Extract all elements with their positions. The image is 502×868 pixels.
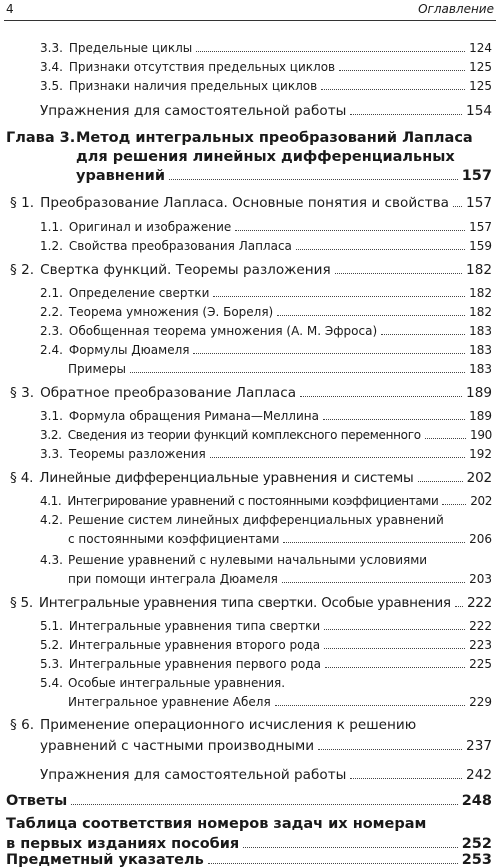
entry-page: 229 <box>469 695 492 709</box>
dot-leader <box>296 249 465 250</box>
dot-leader <box>193 353 465 354</box>
entry-title: Интегрирование уравнений с постоянными коэффициентами <box>67 494 439 508</box>
entry-number: 2.4. <box>40 343 63 357</box>
entry-page: 182 <box>469 305 492 319</box>
entry-number: 3.3. <box>40 41 63 55</box>
entry-page: 189 <box>466 385 492 401</box>
entry-title: Предельные циклы <box>68 41 193 55</box>
entry-page: 190 <box>469 428 492 442</box>
entry-number: 3.3. <box>40 447 63 461</box>
entry-number: 4.2. <box>40 513 63 527</box>
entry-title-cont: при помощи интеграла Дюамеля <box>68 572 278 586</box>
entry-number: § 4. <box>10 470 34 486</box>
entry-number: § 1. <box>10 195 35 211</box>
entry-page: 157 <box>466 195 492 211</box>
entry-page: 253 <box>461 852 492 868</box>
entry-number: 1.2. <box>40 239 63 253</box>
entry-number: 4.1. <box>40 494 62 508</box>
entry-page: 222 <box>466 595 492 611</box>
entry-page: 189 <box>469 409 492 423</box>
entry-number: 5.2. <box>40 638 63 652</box>
dot-leader <box>325 667 465 668</box>
entry-number: § 2. <box>10 262 35 278</box>
entry-page: 183 <box>469 343 492 357</box>
entry-title: Интегральные уравнения второго рода <box>68 638 321 652</box>
chapter-title-line-3: уравнений <box>76 168 165 184</box>
dot-leader <box>318 749 462 750</box>
dot-leader <box>323 419 465 420</box>
entry-page: 252 <box>461 836 492 852</box>
entry-number: 2.1. <box>40 286 63 300</box>
entry-title: Примеры <box>68 362 126 376</box>
entry-page: 183 <box>469 324 492 338</box>
entry-title: Теорема умножения (Э. Бореля) <box>68 305 274 319</box>
entry-title: Особые интегральные уравнения. <box>68 676 286 690</box>
entry-title: Решение уравнений с нулевыми начальными условиями <box>68 553 428 567</box>
entry-page: 124 <box>469 41 492 55</box>
entry-number: 3.2. <box>40 428 62 442</box>
chapter-number: Глава 3. <box>6 130 76 146</box>
entry-page: 192 <box>469 447 492 461</box>
entry-title-cont: уравнений с частными производными <box>40 738 315 754</box>
entry-page: 202 <box>470 494 492 508</box>
entry-title: Формула обращения Римана—Меллина <box>68 409 319 423</box>
entry-title: Интегральные уравнения типа свертки <box>68 619 321 633</box>
dot-leader <box>71 804 457 805</box>
entry-title: Обобщенная теорема умножения (А. М. Эфроса) <box>68 324 378 338</box>
entry-page: 154 <box>466 103 492 119</box>
entry-number: § 3. <box>10 385 35 401</box>
entry-title: Преобразование Лапласа. Основные понятия и свойства <box>40 195 449 211</box>
entry-number: § 6. <box>10 717 35 733</box>
entry-page: 159 <box>469 239 492 253</box>
entry-title-cont: в первых изданиях пособия <box>6 836 240 852</box>
entry-page: 248 <box>461 793 492 809</box>
running-title: Оглавление <box>418 2 494 16</box>
entry-page: 242 <box>466 767 492 783</box>
entry-title-cont: Интегральное уравнение Абеля <box>68 695 271 709</box>
entry-title: Решение систем линейных дифференциальных уравнений <box>68 513 444 527</box>
dot-leader <box>169 179 458 180</box>
entry-title: Формулы Дюамеля <box>68 343 190 357</box>
entry-title: Свойства преобразования Лапласа <box>68 239 292 253</box>
entry-title: Обратное преобразование Лапласа <box>40 385 297 401</box>
dot-leader <box>321 89 465 90</box>
dot-leader <box>277 315 465 316</box>
entry-number: 3.4. <box>40 60 63 74</box>
dot-leader <box>350 778 462 779</box>
entry-page: 203 <box>469 572 492 586</box>
dot-leader <box>453 206 462 207</box>
entry-title-cont: Предметный указатель <box>6 852 204 868</box>
dot-leader <box>283 542 465 543</box>
entry-number: 2.2. <box>40 305 63 319</box>
chapter-title-line-2: для решения линейных дифференциальных <box>76 149 455 165</box>
entry-number: 2.3. <box>40 324 63 338</box>
dot-leader <box>282 582 465 583</box>
entry-number: 3.5. <box>40 79 63 93</box>
chapter-title-line-1: Метод интегральных преобразований Лапласа <box>76 130 473 146</box>
entry-title: Ответы <box>6 793 68 809</box>
entry-title-cont: с постоянными коэффициентами <box>68 532 280 546</box>
entry-title: Применение операционного исчисления к решению <box>40 717 417 733</box>
entry-page: 182 <box>466 262 492 278</box>
entry-page: 182 <box>469 286 492 300</box>
dot-leader <box>455 606 463 607</box>
dot-leader <box>381 334 465 335</box>
entry-title: Упражнения для самостоятельной работы <box>40 103 347 119</box>
page-number: 4 <box>6 2 14 16</box>
entry-title: Определение свертки <box>68 286 210 300</box>
dot-leader <box>335 273 462 274</box>
entry-title: Признаки наличия предельных циклов <box>68 79 318 93</box>
dot-leader <box>425 438 466 439</box>
dot-leader <box>339 70 465 71</box>
entry-title: Интегральные уравнения первого рода <box>68 657 322 671</box>
dot-leader <box>130 372 465 373</box>
entry-page: 157 <box>461 168 492 184</box>
entry-page: 222 <box>469 619 492 633</box>
entry-page: 157 <box>469 220 492 234</box>
entry-number: 4.3. <box>40 553 63 567</box>
dot-leader <box>300 396 462 397</box>
entry-page: 225 <box>469 657 492 671</box>
entry-title: Оригинал и изображение <box>68 220 232 234</box>
dot-leader <box>213 296 465 297</box>
entry-number: 5.1. <box>40 619 63 633</box>
entry-page: 125 <box>469 60 492 74</box>
entry-number: § 5. <box>10 595 33 611</box>
dot-leader <box>350 114 462 115</box>
entry-page: 183 <box>469 362 492 376</box>
entry-title: Свертка функций. Теоремы разложения <box>40 262 331 278</box>
dot-leader <box>418 481 463 482</box>
entry-title: Таблица соответствия номеров задач их номерам <box>6 816 427 832</box>
entry-number: 1.1. <box>40 220 63 234</box>
entry-page: 202 <box>466 470 492 486</box>
entry-title: Упражнения для самостоятельной работы <box>40 767 347 783</box>
entry-title: Линейные дифференциальные уравнения и системы <box>39 470 414 486</box>
dot-leader <box>210 457 465 458</box>
dot-leader <box>235 230 465 231</box>
dot-leader <box>324 648 465 649</box>
entry-number: 5.4. <box>40 676 63 690</box>
entry-number: 3.1. <box>40 409 63 423</box>
entry-number: 5.3. <box>40 657 63 671</box>
entry-title: Сведения из теории функций комплексного переменного <box>67 428 421 442</box>
entry-page: 206 <box>469 532 492 546</box>
entry-title: Теоремы разложения <box>68 447 206 461</box>
entry-page: 125 <box>469 79 492 93</box>
entry-title: Интегральные уравнения типа свертки. Особые уравнения <box>38 595 451 611</box>
dot-leader <box>324 629 465 630</box>
entry-page: 223 <box>469 638 492 652</box>
dot-leader <box>442 504 466 505</box>
dot-leader <box>243 847 457 848</box>
entry-title: Признаки отсутствия предельных циклов <box>68 60 336 74</box>
dot-leader <box>196 51 465 52</box>
dot-leader <box>275 705 465 706</box>
entry-page: 237 <box>466 738 492 754</box>
